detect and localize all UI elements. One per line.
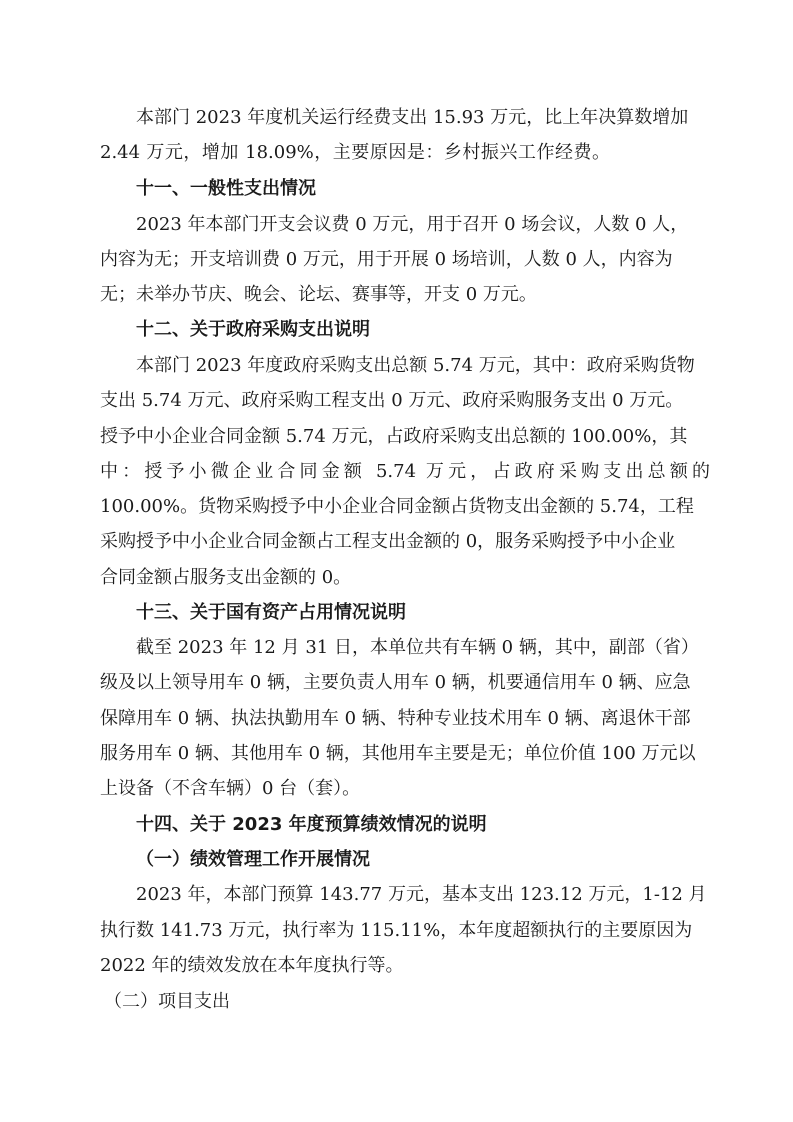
text-line: 授予中小企业合同金额 5.74 万元，占政府采购支出总额的 100.00%，其: [100, 426, 688, 447]
text-line: 2023 年本部门开支会议费 0 万元，用于召开 0 场会议，人数 0 人，: [136, 214, 689, 235]
text-line: 本部门 2023 年度政府采购支出总额 5.74 万元，其中：政府采购货物: [136, 355, 695, 376]
text-line: 采购授予中小企业合同金额占工程支出金额的 0，服务采购授予中小企业: [100, 531, 676, 552]
section-heading-14: 十四、关于 2023 年度预算绩效情况的说明: [136, 814, 487, 835]
text-line: 2.44 万元，增加 18.09%，主要原因是：乡村振兴工作经费。: [100, 142, 610, 163]
text-line: 支出 5.74 万元、政府采购工程支出 0 万元、政府采购服务支出 0 万元。: [100, 390, 684, 411]
section-heading-12: 十二、关于政府采购支出说明: [136, 319, 370, 340]
text-line: 合同金额占服务支出金额的 0。: [100, 567, 352, 588]
text-line: 2023 年，本部门预算 143.77 万元，基本支出 123.12 万元，1-12 月: [136, 884, 707, 905]
text-line: 无；未举办节庆、晚会、论坛、赛事等，开支 0 万元。: [100, 284, 537, 305]
text-line: 内容为无；开支培训费 0 万元，用于开展 0 场培训，人数 0 人，内容为: [100, 249, 673, 270]
subsection-heading-2: （二）项目支出: [104, 991, 230, 1012]
text-line: 截至 2023 年 12 月 31 日，本单位共有车辆 0 辆，其中，副部（省）: [136, 637, 699, 658]
text-line: 本部门 2023 年度机关运行经费支出 15.93 万元，比上年决算数增加: [136, 107, 689, 128]
text-line: 级及以上领导用车 0 辆，主要负责人用车 0 辆，机要通信用车 0 辆、应急: [100, 672, 691, 693]
subsection-heading-1: （一）绩效管理工作开展情况: [136, 849, 370, 870]
section-heading-11: 十一、一般性支出情况: [136, 178, 316, 199]
text-line: 100.00%。货物采购授予中小企业合同金额占货物支出金额的 5.74，工程: [100, 496, 694, 517]
section-heading-13: 十三、关于国有资产占用情况说明: [136, 602, 406, 623]
text-line: 2022 年的绩效发放在本年度执行等。: [100, 955, 404, 976]
text-line: 上设备（不含车辆）0 台（套）。: [100, 778, 361, 799]
text-line: 服务用车 0 辆、其他用车 0 辆，其他用车主要是无；单位价值 100 万元以: [100, 743, 696, 764]
text-line: 中：授予小微企业合同金额 5.74 万元，占政府采购支出总额的: [100, 461, 710, 482]
text-line: 执行数 141.73 万元，执行率为 115.11%，本年度超额执行的主要原因为: [100, 920, 693, 941]
text-line: 保障用车 0 辆、执法执勤用车 0 辆、特种专业技术用车 0 辆、离退休干部: [100, 708, 691, 729]
